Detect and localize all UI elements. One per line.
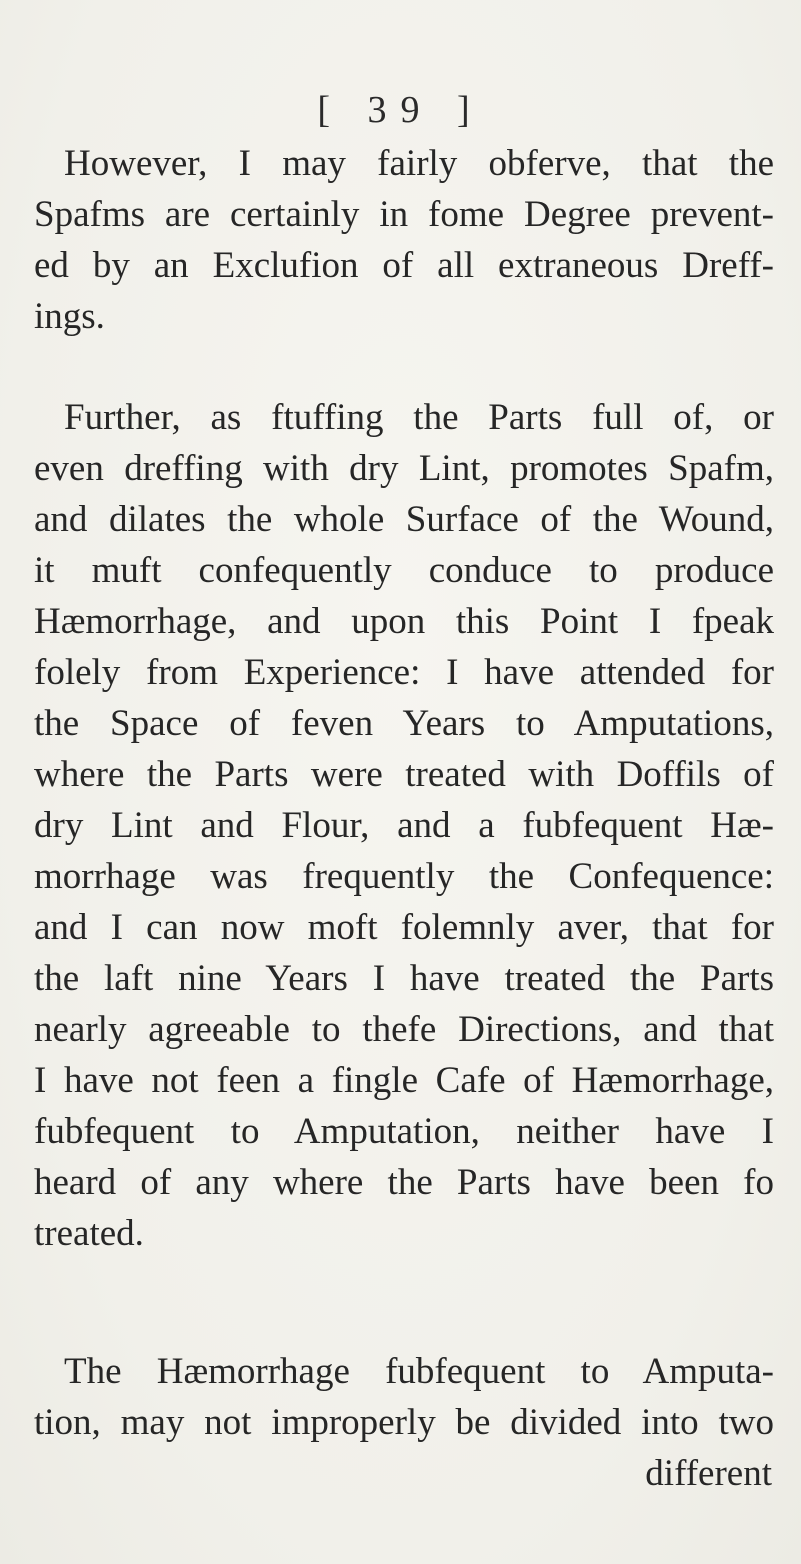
text-line: even dreffing with dry Lint, promotes Spafm, (34, 448, 774, 489)
page-number: [ 39 ] (317, 89, 484, 131)
text-line: ings. (34, 296, 105, 337)
text-line: The Hæmorrhage fubfequent to Amputa- (64, 1351, 774, 1392)
text-line: However, I may fairly obferve, that the (64, 143, 774, 184)
text-line: folely from Experience: I have attended for (34, 652, 774, 693)
text-line: treated. (34, 1213, 144, 1254)
text-line: I have not feen a fingle Cafe of Hæmorrhage, (34, 1060, 774, 1101)
text-line: ed by an Exclufion of all extraneous Dreff- (34, 245, 774, 286)
text-line: heard of any where the Parts have been fo (34, 1162, 774, 1203)
paragraph-1 (34, 138, 774, 342)
text-line: fubfequent to Amputation, neither have I (34, 1111, 774, 1152)
text-line: it muft confequently conduce to produce (34, 550, 774, 591)
catchword: different (645, 1453, 772, 1494)
text-line: dry Lint and Flour, and a fubfequent Hæ- (34, 805, 774, 846)
text-line: morrhage was frequently the Confequence: (34, 856, 774, 897)
text-line: and I can now moft folemnly aver, that for (34, 907, 774, 948)
paragraph-2 (34, 392, 774, 1259)
text-line: nearly agreeable to thefe Directions, and that (34, 1009, 774, 1050)
text-line: Hæmorrhage, and upon this Point I fpeak (34, 601, 774, 642)
text-line: Further, as ftuffing the Parts full of, or (64, 397, 774, 438)
text-line: Spafms are certainly in fome Degree prevent- (34, 194, 774, 235)
text-line: the Space of feven Years to Amputations, (34, 703, 774, 744)
paragraph-3 (34, 1346, 774, 1499)
text-line: tion, may not improperly be divided into two (34, 1402, 774, 1443)
text-line: the laft nine Years I have treated the Parts (34, 958, 774, 999)
text-line: and dilates the whole Surface of the Wound, (34, 499, 774, 540)
text-line: where the Parts were treated with Doffils of (34, 754, 774, 795)
